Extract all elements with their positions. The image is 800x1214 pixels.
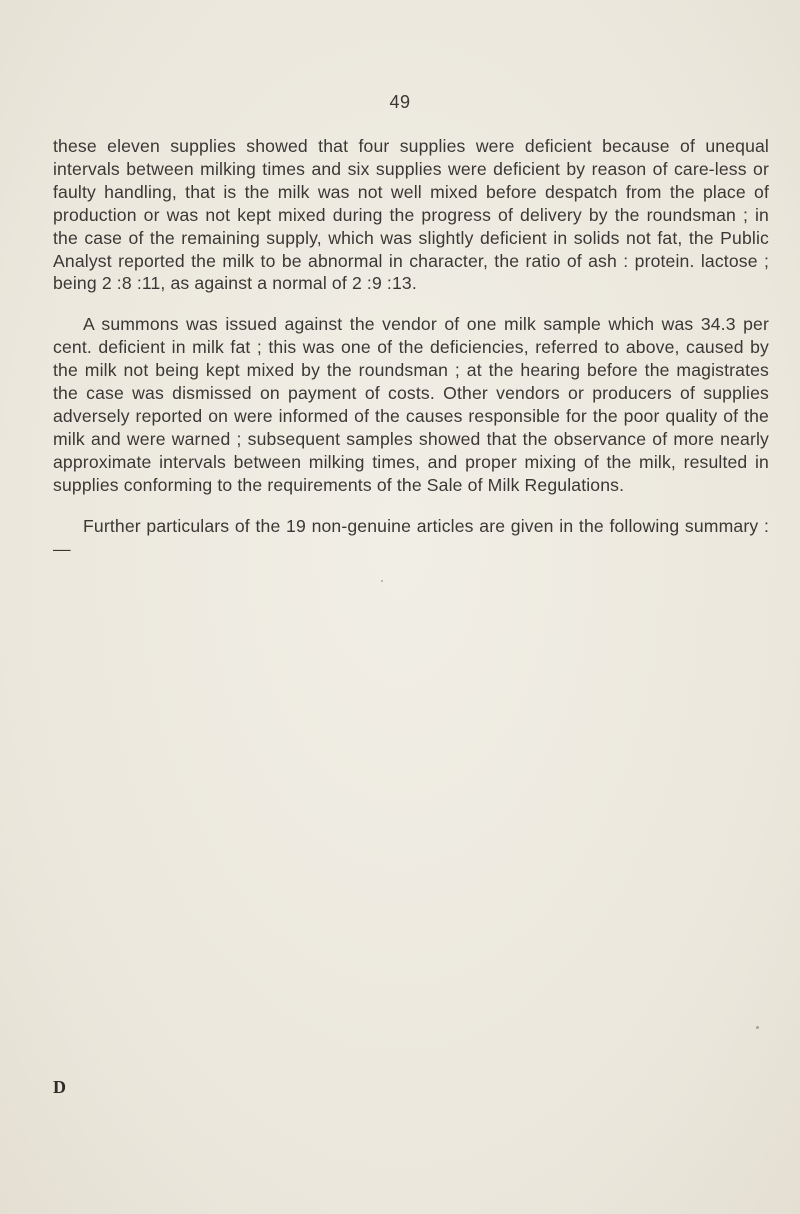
paper-speck	[381, 580, 383, 582]
page-number: 49	[389, 92, 411, 112]
signature-letter: D	[53, 1077, 66, 1097]
paper-speck	[756, 1026, 759, 1029]
body-text	[53, 135, 769, 560]
paragraph-further-particulars: Further particulars of the 19 non-genuine articles are given in the following summary :—	[53, 515, 769, 559]
paragraph-continuation: these eleven supplies showed that four supplies were deficient because of unequal intervals between milking times and six supplies were deficient by reason of care-less or faulty handling, that is the milk was not well mixed before despatch from the place of production or was not kept mixed during the progress of delivery by the roundsman ; in the case of the remaining supply, which was slightly deficient in solids not fat, the Public Analyst reported the milk to be abnormal in character, the ratio of ash : protein. lactose ; being 2 :8 :11, as against a normal of 2 :9 :13.	[53, 136, 769, 294]
paragraph-summons: A summons was issued against the vendor of one milk sample which was 34.3 per cent. deficient in milk fat ; this was one of the deficiencies, referred to above, caused by the milk not being kept mixed by the roundsman ; at the hearing before the magistrates the case was dismissed on payment of costs. Other vendors or producers of supplies adversely reported on were informed of the causes responsible for the poor quality of the milk and were warned ; subsequent samples showed that the observance of more nearly approximate intervals between milking times, and proper mixing of the milk, resulted in supplies conforming to the requirements of the Sale of Milk Regulations.	[53, 314, 769, 495]
